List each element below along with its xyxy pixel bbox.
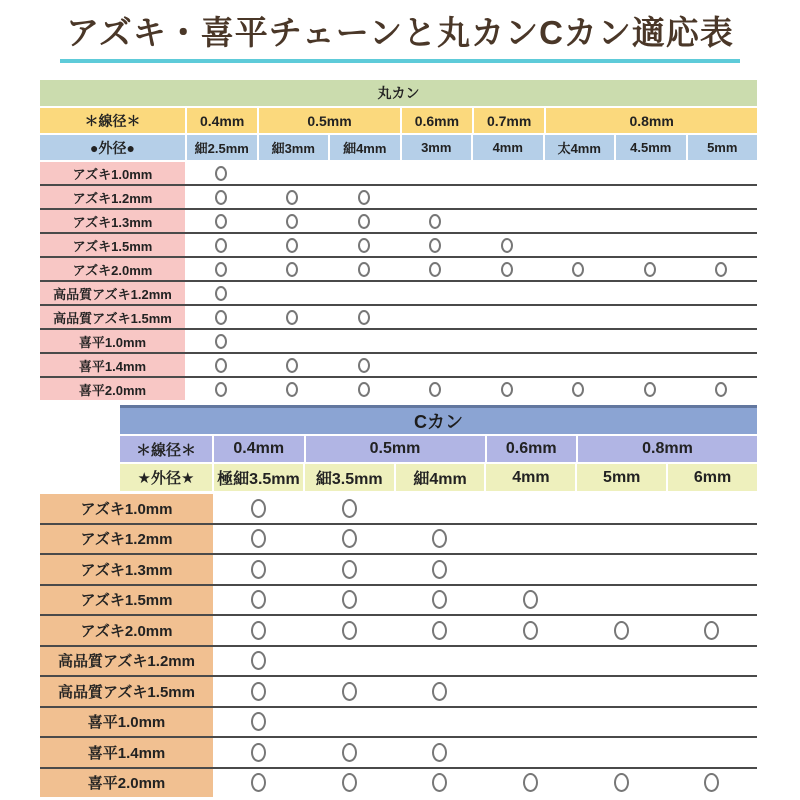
c-kan-wire-diameter-label: ＊線径＊ (120, 436, 212, 462)
compatible-circle-icon (429, 382, 441, 397)
compatibility-cell (471, 210, 543, 232)
compatibility-cell (614, 354, 686, 376)
compatibility-cell (257, 306, 329, 328)
compatibility-cell (400, 258, 472, 280)
compatible-circle-icon (501, 238, 513, 253)
maru-kan-wire-diameter-label: ＊線径＊ (40, 108, 185, 133)
compatibility-cell (543, 186, 615, 208)
size-header-cell: 0.4mm (214, 436, 304, 462)
compatible-circle-icon (251, 682, 266, 701)
compatibility-cell (471, 330, 543, 352)
table-row (40, 208, 757, 232)
compatible-circle-icon (215, 310, 227, 325)
compatibility-cell (328, 354, 400, 376)
compatibility-cell (257, 162, 329, 184)
chain-row-label: アズキ1.0mm (40, 494, 213, 523)
compatibility-cell (257, 330, 329, 352)
compatible-circle-icon (715, 262, 727, 277)
compatibility-cell (666, 525, 757, 554)
compatible-circle-icon (251, 712, 266, 731)
size-header-cell: 0.5mm (259, 108, 400, 133)
compatibility-cell (257, 354, 329, 376)
compatibility-cell (614, 162, 686, 184)
compatibility-cell (543, 378, 615, 400)
compatibility-cell (400, 354, 472, 376)
size-header-cell: 0.6mm (402, 108, 472, 133)
compatible-circle-icon (286, 310, 298, 325)
size-header-cell: 0.8mm (546, 108, 757, 133)
compatible-circle-icon (286, 262, 298, 277)
compatibility-cell (686, 354, 758, 376)
compatible-circle-icon (251, 621, 266, 640)
compatible-circle-icon (644, 262, 656, 277)
compatibility-cell (614, 306, 686, 328)
c-kan-table-body (40, 494, 757, 797)
compatibility-cell (686, 162, 758, 184)
compatibility-cell (666, 738, 757, 767)
compatibility-cell (394, 677, 485, 706)
compatible-circle-icon (501, 262, 513, 277)
table-row (40, 328, 757, 352)
compatible-circle-icon (251, 743, 266, 762)
compatibility-cell (686, 210, 758, 232)
size-header-cell: 細4mm (396, 464, 485, 491)
compatibility-cell (485, 738, 576, 767)
c-kan-outer-diameter-cells (212, 464, 757, 491)
c-kan-outer-diameter-row (120, 464, 757, 491)
compatibility-cell (576, 677, 667, 706)
size-header-cell: 4mm (486, 464, 575, 491)
compatibility-cell (185, 258, 257, 280)
size-header-cell: 4mm (473, 135, 543, 160)
compatibility-cell (257, 258, 329, 280)
compatible-circle-icon (251, 529, 266, 548)
compatibility-cell (400, 162, 472, 184)
compatibility-cell (394, 525, 485, 554)
compatibility-cell (257, 378, 329, 400)
size-header-cell: 細3mm (259, 135, 329, 160)
compatibility-cell (485, 769, 576, 798)
compatible-circle-icon (286, 190, 298, 205)
compatible-circle-icon (342, 743, 357, 762)
compatibility-cell (185, 306, 257, 328)
table-row (40, 645, 757, 676)
compatible-circle-icon (215, 358, 227, 373)
compatible-circle-icon (429, 214, 441, 229)
compatibility-cell (304, 586, 395, 615)
compatibility-cell (185, 330, 257, 352)
table-row (40, 162, 757, 184)
compatibility-cell (686, 258, 758, 280)
c-kan-wire-diameter-row (120, 436, 757, 462)
compatibility-cell (304, 708, 395, 737)
compatible-circle-icon (215, 166, 227, 181)
compatibility-cell (400, 186, 472, 208)
compatible-circle-icon (432, 560, 447, 579)
compatible-circle-icon (215, 262, 227, 277)
compatibility-cell (686, 282, 758, 304)
compatibility-cell (328, 186, 400, 208)
compatibility-cell (576, 555, 667, 584)
compatibility-cell (213, 586, 304, 615)
compatibility-cell (213, 525, 304, 554)
compatibility-cell (213, 494, 304, 523)
table-row (40, 280, 757, 304)
compatibility-cell (400, 330, 472, 352)
compatible-circle-icon (286, 358, 298, 373)
compatibility-cell (576, 494, 667, 523)
table-row (40, 494, 757, 523)
compatibility-cell (666, 677, 757, 706)
compatible-circle-icon (523, 621, 538, 640)
compatibility-cell (328, 330, 400, 352)
compatibility-cell (185, 210, 257, 232)
compatible-circle-icon (358, 358, 370, 373)
compatibility-cell (471, 162, 543, 184)
table-row (40, 675, 757, 706)
size-header-cell: 4.5mm (616, 135, 686, 160)
compatibility-cell (304, 677, 395, 706)
size-header-cell: 0.4mm (187, 108, 257, 133)
size-header-cell: 0.8mm (578, 436, 757, 462)
maru-kan-outer-diameter-row (40, 135, 757, 160)
compatibility-cell (485, 677, 576, 706)
compatibility-cell (485, 708, 576, 737)
compatibility-cell (686, 306, 758, 328)
maru-kan-outer-diameter-cells (185, 135, 757, 160)
compatible-circle-icon (215, 190, 227, 205)
compatible-circle-icon (715, 382, 727, 397)
compatibility-cell (576, 525, 667, 554)
compatibility-cell (185, 234, 257, 256)
size-header-cell: 0.5mm (306, 436, 485, 462)
compatible-circle-icon (432, 590, 447, 609)
chain-row-label: アズキ1.2mm (40, 186, 185, 208)
table-row (40, 232, 757, 256)
page-title: アズキ・喜平チェーンと丸カンCカン適応表 (60, 12, 740, 63)
compatible-circle-icon (251, 590, 266, 609)
compatibility-cell (485, 494, 576, 523)
compatibility-cell (394, 616, 485, 645)
compatibility-cell (394, 647, 485, 676)
chain-row-label: 喜平1.4mm (40, 354, 185, 376)
compatibility-cell (304, 738, 395, 767)
compatibility-cell (543, 258, 615, 280)
compatible-circle-icon (215, 214, 227, 229)
chain-row-label: 喜平2.0mm (40, 769, 213, 798)
compatible-circle-icon (523, 773, 538, 792)
table-row (40, 376, 757, 400)
compatibility-cell (328, 378, 400, 400)
chain-row-label: 高品質アズキ1.5mm (40, 306, 185, 328)
compatibility-cell (400, 378, 472, 400)
compatibility-cell (394, 555, 485, 584)
compatible-circle-icon (342, 773, 357, 792)
compatibility-cell (213, 616, 304, 645)
compatibility-cell (543, 210, 615, 232)
compatibility-cell (304, 555, 395, 584)
compatibility-cell (394, 586, 485, 615)
maru-kan-table-body (40, 162, 757, 400)
size-header-cell: 太4mm (545, 135, 615, 160)
chain-row-label: 高品質アズキ1.2mm (40, 647, 213, 676)
compatible-circle-icon (358, 190, 370, 205)
compatible-circle-icon (429, 262, 441, 277)
compatible-circle-icon (215, 238, 227, 253)
compatibility-cell (686, 378, 758, 400)
size-header-cell: 6mm (668, 464, 757, 491)
compatibility-cell (471, 354, 543, 376)
table-row (40, 553, 757, 584)
compatibility-cell (543, 282, 615, 304)
chain-row-label: 喜平1.4mm (40, 738, 213, 767)
compatible-circle-icon (251, 773, 266, 792)
title-area (0, 12, 800, 63)
compatible-circle-icon (501, 382, 513, 397)
compatible-circle-icon (572, 382, 584, 397)
compatibility-cell (666, 494, 757, 523)
compatible-circle-icon (342, 560, 357, 579)
compatibility-cell (400, 210, 472, 232)
compatible-circle-icon (704, 773, 719, 792)
compatibility-cell (257, 186, 329, 208)
compatibility-cell (686, 234, 758, 256)
compatibility-cell (576, 586, 667, 615)
compatible-circle-icon (429, 238, 441, 253)
compatible-circle-icon (251, 651, 266, 670)
compatibility-cell (576, 738, 667, 767)
compatibility-cell (185, 378, 257, 400)
chain-row-label: 喜平1.0mm (40, 330, 185, 352)
compatibility-cell (485, 616, 576, 645)
compatible-circle-icon (614, 773, 629, 792)
compatible-circle-icon (523, 590, 538, 609)
chain-row-label: アズキ1.3mm (40, 210, 185, 232)
chain-row-label: 喜平1.0mm (40, 708, 213, 737)
compatibility-cell (485, 555, 576, 584)
compatible-circle-icon (432, 621, 447, 640)
compatibility-cell (213, 769, 304, 798)
compatibility-cell (400, 234, 472, 256)
compatibility-cell (543, 234, 615, 256)
compatible-circle-icon (358, 238, 370, 253)
compatibility-cell (328, 234, 400, 256)
compatible-circle-icon (215, 382, 227, 397)
compatibility-cell (328, 162, 400, 184)
compatibility-cell (686, 330, 758, 352)
compatible-circle-icon (342, 590, 357, 609)
compatibility-cell (576, 708, 667, 737)
compatibility-cell (485, 586, 576, 615)
compatibility-cell (471, 306, 543, 328)
table-row (40, 614, 757, 645)
chain-row-label: アズキ1.5mm (40, 586, 213, 615)
compatible-circle-icon (358, 262, 370, 277)
compatibility-cell (666, 616, 757, 645)
compatibility-cell (185, 282, 257, 304)
compatible-circle-icon (572, 262, 584, 277)
compatibility-cell (304, 494, 395, 523)
compatibility-cell (213, 738, 304, 767)
chain-row-label: アズキ1.3mm (40, 555, 213, 584)
compatibility-cell (576, 647, 667, 676)
size-header-cell: 細3.5mm (305, 464, 394, 491)
table-row (40, 736, 757, 767)
size-header-cell: 細2.5mm (187, 135, 257, 160)
compatibility-cell (543, 354, 615, 376)
compatibility-cell (485, 525, 576, 554)
compatible-circle-icon (704, 621, 719, 640)
compatible-circle-icon (286, 382, 298, 397)
chain-row-label: 高品質アズキ1.2mm (40, 282, 185, 304)
compatible-circle-icon (432, 743, 447, 762)
compatible-circle-icon (614, 621, 629, 640)
compatibility-cell (394, 494, 485, 523)
maru-kan-wire-diameter-row (40, 108, 757, 133)
compatibility-cell (471, 234, 543, 256)
compatibility-cell (213, 555, 304, 584)
compatibility-cell (185, 186, 257, 208)
size-header-cell: 3mm (402, 135, 472, 160)
compatibility-cell (471, 258, 543, 280)
compatibility-cell (394, 769, 485, 798)
compatibility-cell (666, 555, 757, 584)
table-row (40, 256, 757, 280)
compatibility-cell (213, 677, 304, 706)
maru-kan-table-header: 丸カン (40, 80, 757, 106)
compatibility-cell (257, 210, 329, 232)
compatible-circle-icon (358, 382, 370, 397)
compatibility-cell (394, 738, 485, 767)
compatibility-cell (304, 769, 395, 798)
compatibility-cell (213, 647, 304, 676)
compatibility-cell (576, 769, 667, 798)
compatibility-cell (614, 210, 686, 232)
table-row (40, 352, 757, 376)
compatibility-cell (576, 616, 667, 645)
size-header-cell: 細4mm (330, 135, 400, 160)
compatible-circle-icon (286, 214, 298, 229)
maru-kan-wire-diameter-cells (185, 108, 757, 133)
compatibility-cell (666, 708, 757, 737)
compatibility-cell (614, 258, 686, 280)
compatible-circle-icon (644, 382, 656, 397)
compatible-circle-icon (432, 529, 447, 548)
table-row (40, 184, 757, 208)
table-row (40, 523, 757, 554)
compatibility-cell (614, 282, 686, 304)
size-header-cell: 極細3.5mm (214, 464, 303, 491)
size-header-cell: 5mm (688, 135, 758, 160)
compatibility-cell (394, 708, 485, 737)
compatibility-cell (485, 647, 576, 676)
c-kan-wire-diameter-cells (212, 436, 757, 462)
compatible-circle-icon (342, 682, 357, 701)
compatibility-cell (614, 186, 686, 208)
compatible-circle-icon (342, 499, 357, 518)
compatibility-cell (666, 647, 757, 676)
compatibility-cell (543, 330, 615, 352)
compatibility-cell (328, 258, 400, 280)
compatible-circle-icon (358, 214, 370, 229)
chain-row-label: アズキ1.5mm (40, 234, 185, 256)
compatibility-cell (304, 647, 395, 676)
size-header-cell: 0.7mm (474, 108, 544, 133)
maru-kan-outer-diameter-label: ●外径● (40, 135, 185, 160)
compatibility-cell (614, 330, 686, 352)
compatibility-cell (257, 282, 329, 304)
compatibility-cell (543, 162, 615, 184)
compatible-circle-icon (432, 682, 447, 701)
compatibility-cell (257, 234, 329, 256)
chain-row-label: アズキ1.0mm (40, 162, 185, 184)
compatibility-cell (400, 282, 472, 304)
compatibility-cell (543, 306, 615, 328)
table-row (40, 304, 757, 328)
chain-row-label: アズキ2.0mm (40, 258, 185, 280)
compatibility-cell (304, 525, 395, 554)
compatibility-cell (185, 162, 257, 184)
compatibility-cell (213, 708, 304, 737)
compatible-circle-icon (286, 238, 298, 253)
compatibility-cell (471, 282, 543, 304)
chain-row-label: 喜平2.0mm (40, 378, 185, 400)
compatibility-cell (614, 234, 686, 256)
size-header-cell: 5mm (577, 464, 666, 491)
compatible-circle-icon (342, 621, 357, 640)
chain-row-label: アズキ1.2mm (40, 525, 213, 554)
size-header-cell: 0.6mm (487, 436, 577, 462)
compatibility-cell (328, 306, 400, 328)
chain-row-label: 高品質アズキ1.5mm (40, 677, 213, 706)
compatibility-cell (304, 616, 395, 645)
table-row (40, 767, 757, 798)
compatible-circle-icon (215, 334, 227, 349)
compatibility-cell (686, 186, 758, 208)
compatibility-cell (185, 354, 257, 376)
compatible-circle-icon (251, 560, 266, 579)
table-row (40, 706, 757, 737)
compatibility-cell (471, 186, 543, 208)
compatibility-cell (400, 306, 472, 328)
compatibility-cell (614, 378, 686, 400)
compatible-circle-icon (432, 773, 447, 792)
compatibility-cell (666, 586, 757, 615)
compatibility-cell (471, 378, 543, 400)
compatible-circle-icon (358, 310, 370, 325)
compatibility-cell (666, 769, 757, 798)
chain-row-label: アズキ2.0mm (40, 616, 213, 645)
compatible-circle-icon (215, 286, 227, 301)
c-kan-outer-diameter-label: ★外径★ (120, 464, 212, 491)
compatibility-cell (328, 210, 400, 232)
compatibility-cell (328, 282, 400, 304)
table-row (40, 584, 757, 615)
compatible-circle-icon (251, 499, 266, 518)
c-kan-table-header: Cカン (120, 405, 757, 434)
compatible-circle-icon (342, 529, 357, 548)
